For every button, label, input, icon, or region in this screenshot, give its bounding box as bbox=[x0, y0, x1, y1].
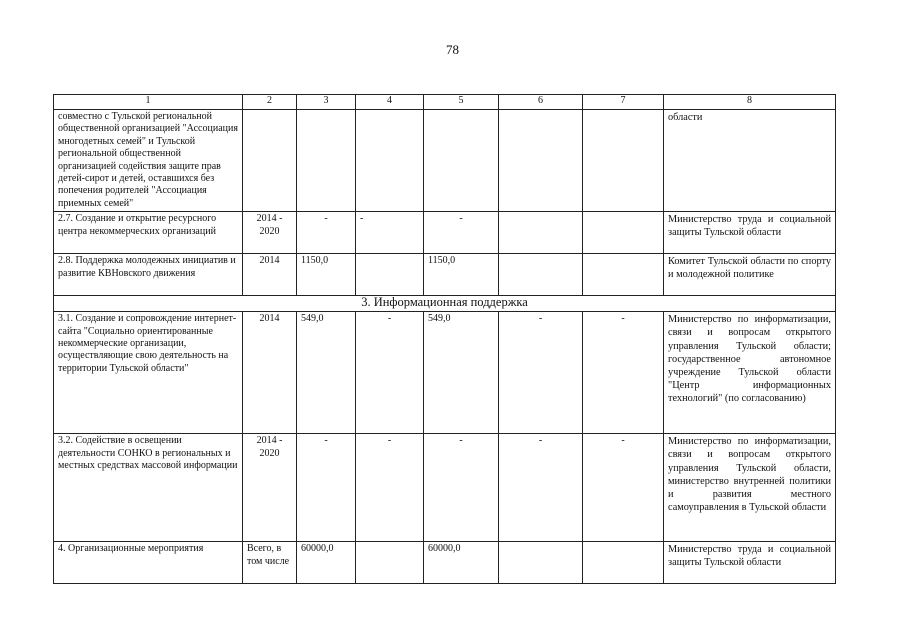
header-cell: 3 bbox=[297, 95, 356, 110]
header-cell: 1 bbox=[54, 95, 243, 110]
table-row bbox=[54, 254, 836, 296]
value-cell bbox=[356, 542, 424, 584]
activity-cell: 3.1. Создание и сопровождение интернет-сайта "Социально ориентированные некоммерческие организации, осуществляющие свою деятельность на территории Тульской области" bbox=[54, 312, 243, 434]
header-cell: 4 bbox=[356, 95, 424, 110]
value-cell: - bbox=[499, 434, 583, 542]
value-cell: - bbox=[297, 212, 356, 254]
value-cell: - bbox=[583, 434, 664, 542]
period-cell bbox=[243, 110, 297, 212]
value-cell bbox=[499, 212, 583, 254]
program-table bbox=[53, 94, 836, 584]
value-cell: 1150,0 bbox=[424, 254, 499, 296]
period-cell: 2014 bbox=[243, 254, 297, 296]
value-cell: - bbox=[499, 312, 583, 434]
value-cell: 60000,0 bbox=[297, 542, 356, 584]
value-cell: - bbox=[583, 312, 664, 434]
table-header-row bbox=[54, 95, 836, 110]
value-cell: - bbox=[356, 312, 424, 434]
section-title: 3. Информационная поддержка bbox=[54, 296, 836, 312]
value-cell: - bbox=[356, 434, 424, 542]
value-cell: - bbox=[297, 434, 356, 542]
value-cell: 1150,0 bbox=[297, 254, 356, 296]
activity-cell: 3.2. Содействие в освещении деятельности СОНКО в региональных и местных средствах массовой информации bbox=[54, 434, 243, 542]
responsible-cell: Министерство по информатизации, связи и вопросам открытого управления Тульской области, министерство внутренней политики и развития местного самоуправления в Тульской области bbox=[664, 434, 836, 542]
section-row bbox=[54, 296, 836, 312]
table-row bbox=[54, 212, 836, 254]
value-cell bbox=[424, 110, 499, 212]
value-cell bbox=[583, 542, 664, 584]
value-cell bbox=[499, 254, 583, 296]
header-cell: 5 bbox=[424, 95, 499, 110]
responsible-cell: Министерство труда и социальной защиты Тульской области bbox=[664, 212, 836, 254]
value-cell bbox=[583, 110, 664, 212]
responsible-cell: Министерство труда и социальной защиты Тульской области bbox=[664, 542, 836, 584]
responsible-cell: области bbox=[664, 110, 836, 212]
table-row bbox=[54, 110, 836, 212]
header-cell: 6 bbox=[499, 95, 583, 110]
activity-cell: 2.8. Поддержка молодежных инициатив и развитие КВНовского движения bbox=[54, 254, 243, 296]
value-cell: 549,0 bbox=[297, 312, 356, 434]
table-row bbox=[54, 542, 836, 584]
header-cell: 2 bbox=[243, 95, 297, 110]
period-cell: 2014 - 2020 bbox=[243, 212, 297, 254]
value-cell bbox=[356, 254, 424, 296]
period-cell: Всего, в том числе bbox=[243, 542, 297, 584]
value-cell: - bbox=[424, 434, 499, 542]
value-cell: - bbox=[424, 212, 499, 254]
value-cell bbox=[583, 212, 664, 254]
value-cell bbox=[583, 254, 664, 296]
responsible-cell: Комитет Тульской области по спорту и молодежной политике bbox=[664, 254, 836, 296]
responsible-cell: Министерство по информатизации, связи и вопросам открытого управления Тульской области; государственное автономное учреждение Тульской области "Центр информационных технологий" (по согласованию) bbox=[664, 312, 836, 434]
value-cell bbox=[499, 542, 583, 584]
value-cell bbox=[356, 110, 424, 212]
table-row bbox=[54, 312, 836, 434]
activity-cell: 4. Организационные мероприятия bbox=[54, 542, 243, 584]
table-row bbox=[54, 434, 836, 542]
header-cell: 7 bbox=[583, 95, 664, 110]
value-cell: 549,0 bbox=[424, 312, 499, 434]
value-cell: 60000,0 bbox=[424, 542, 499, 584]
header-cell: 8 bbox=[664, 95, 836, 110]
period-cell: 2014 - 2020 bbox=[243, 434, 297, 542]
period-cell: 2014 bbox=[243, 312, 297, 434]
page-number: 78 bbox=[446, 42, 459, 57]
activity-cell: 2.7. Создание и открытие ресурсного центра некоммерческих организаций bbox=[54, 212, 243, 254]
value-cell bbox=[499, 110, 583, 212]
value-cell: - bbox=[356, 212, 424, 254]
value-cell bbox=[297, 110, 356, 212]
activity-cell: совместно с Тульской региональной общественной организацией "Ассоциация многодетных семей" и Тульской региональной общественной организацией содействия защите прав детей-сирот и детей, оставшихся без попечения родителей "Ассоциация приемных семей" bbox=[54, 110, 243, 212]
